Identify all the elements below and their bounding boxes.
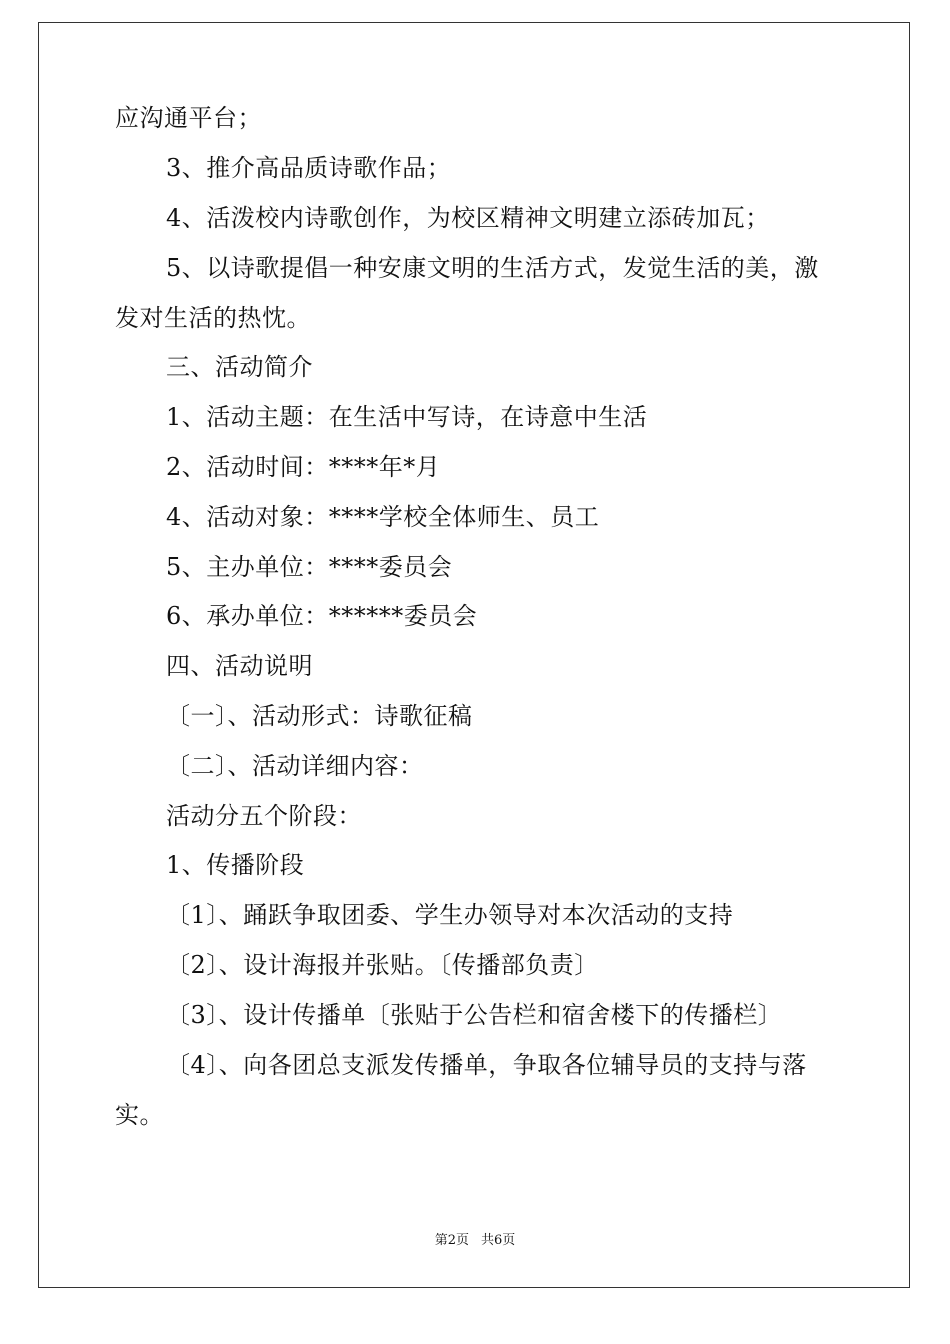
text-line: 5、主办单位：****委员会: [166, 553, 453, 581]
text-line: 〔1〕、踊跃争取团委、学生办领导对本次活动的支持: [166, 901, 734, 929]
text-line: 1、传播阶段: [166, 851, 305, 879]
section-heading: 三、活动简介: [166, 353, 313, 381]
text-line: 1、活动主题：在生活中写诗，在诗意中生活: [166, 403, 648, 431]
text-line: 〔2〕、设计海报并张贴。〔传播部负责〕: [166, 951, 599, 979]
text-line: 应沟通平台；: [115, 104, 262, 132]
text-line: 〔二〕、活动详细内容：: [166, 752, 424, 780]
text-line: 发对生活的热忱。: [115, 304, 311, 332]
text-line: 〔一〕、活动形式：诗歌征稿: [166, 702, 473, 730]
page-footer: [0, 1233, 950, 1249]
text-line: 〔4〕、向各团总支派发传播单，争取各位辅导员的支持与落: [166, 1051, 807, 1079]
section-heading: 四、活动说明: [166, 652, 313, 680]
current-page-label: 第2页: [434, 1233, 469, 1248]
text-line: 活动分五个阶段：: [166, 802, 362, 830]
text-line: 2、活动时间：****年*月: [166, 453, 441, 481]
total-pages-label: 共6页: [481, 1233, 516, 1248]
text-line: 4、活动对象：****学校全体师生、员工: [166, 503, 600, 531]
text-line: 实。: [115, 1101, 164, 1129]
text-line: 3、推介高品质诗歌作品；: [166, 154, 452, 182]
text-line: 5、以诗歌提倡一种安康文明的生活方式，发觉生活的美，激: [166, 254, 819, 282]
text-line: 4、活泼校内诗歌创作，为校区精神文明建立添砖加瓦；: [166, 204, 770, 232]
text-line: 〔3〕、设计传播单〔张贴于公告栏和宿舍楼下的传播栏〕: [166, 1001, 783, 1029]
text-line: 6、承办单位：******委员会: [166, 602, 478, 630]
